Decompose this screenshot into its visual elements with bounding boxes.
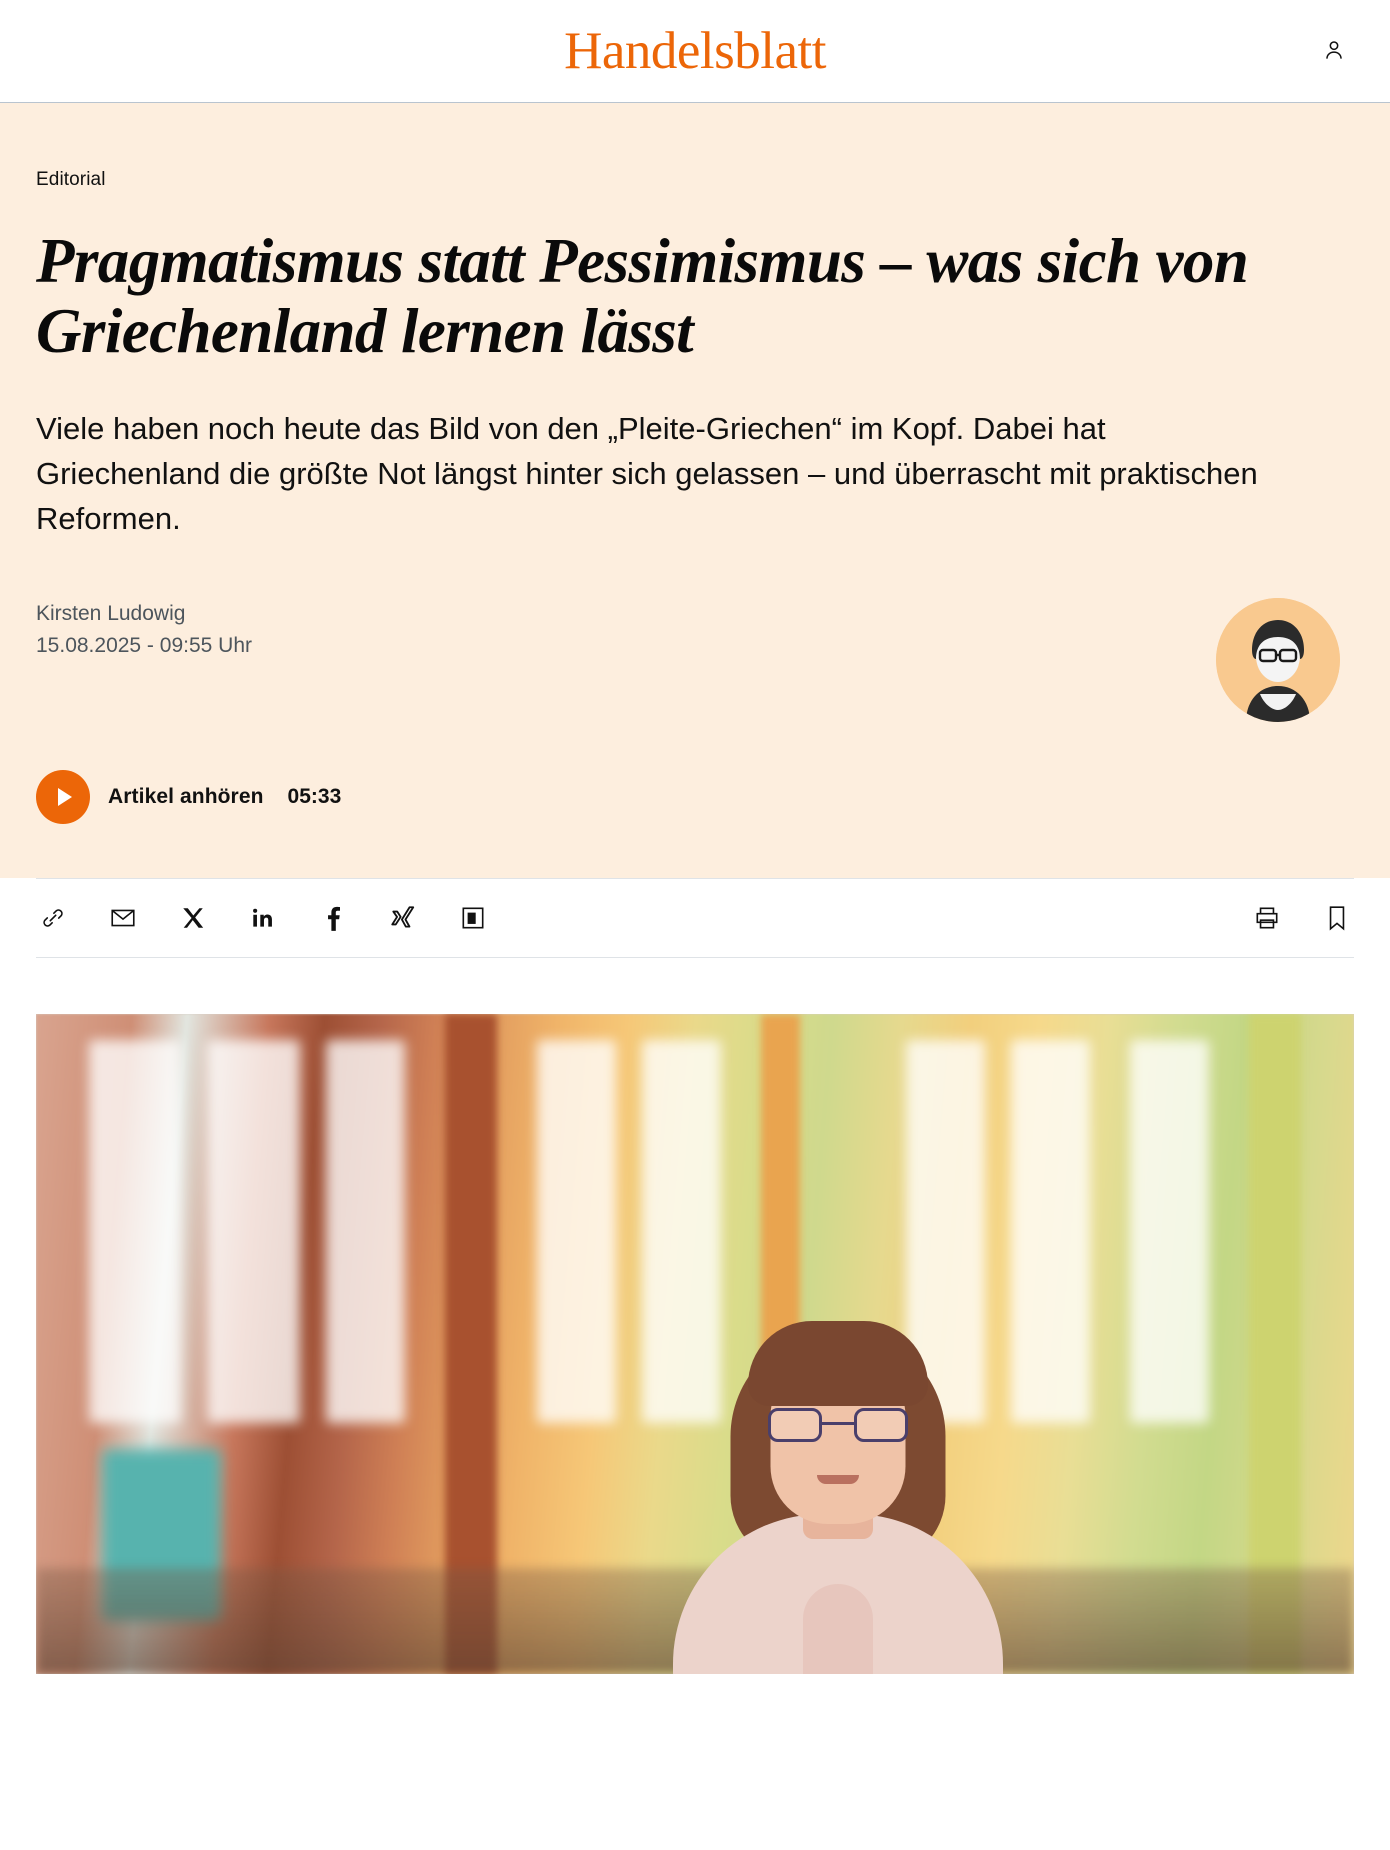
bookmark-icon[interactable] xyxy=(1320,901,1354,935)
publish-date: 15.08.2025 - 09:55 Uhr xyxy=(36,634,252,658)
article-kicker: Editorial xyxy=(36,169,106,190)
facebook-icon[interactable] xyxy=(316,901,350,935)
page-title: Pragmatismus statt Pessimismus – was sich von Griechenland lernen lässt xyxy=(36,225,1249,367)
portrait-subject xyxy=(673,1314,1003,1674)
linkedin-icon[interactable] xyxy=(246,901,280,935)
site-logo[interactable]: Handelsblatt xyxy=(564,21,826,80)
x-twitter-icon[interactable] xyxy=(176,901,210,935)
avatar-portrait-icon xyxy=(1216,598,1340,722)
email-icon[interactable] xyxy=(106,901,140,935)
user-account-icon xyxy=(1321,37,1347,66)
flipboard-icon[interactable] xyxy=(456,901,490,935)
article-hero xyxy=(0,103,1390,878)
article-figure-wrapper xyxy=(0,958,1390,1674)
author-name[interactable]: Kirsten Ludowig xyxy=(36,601,186,625)
listen-article-label: Artikel anhören xyxy=(108,784,264,808)
listen-article-button[interactable] xyxy=(36,770,341,824)
listen-article-duration: 05:33 xyxy=(287,784,342,808)
byline xyxy=(36,598,252,663)
user-account-button[interactable] xyxy=(1314,31,1354,71)
article-actions xyxy=(1250,901,1354,935)
share-buttons xyxy=(36,901,490,935)
xing-icon[interactable] xyxy=(386,901,420,935)
byline-row xyxy=(36,598,1354,722)
article-hero-image xyxy=(36,1014,1354,1674)
share-bar xyxy=(36,878,1354,958)
play-icon xyxy=(36,770,90,824)
site-header xyxy=(0,0,1390,103)
copy-link-icon[interactable] xyxy=(36,901,70,935)
print-icon[interactable] xyxy=(1250,901,1284,935)
avatar xyxy=(1216,598,1340,722)
article-lead: Viele haben noch heute das Bild von den „Pleite-Griechen“ im Kopf. Dabei hat Griechenland die größte Not längst hinter sich gelassen – und überrascht mit praktischen Reformen. xyxy=(36,410,1258,536)
share-bar-wrapper xyxy=(0,878,1390,958)
